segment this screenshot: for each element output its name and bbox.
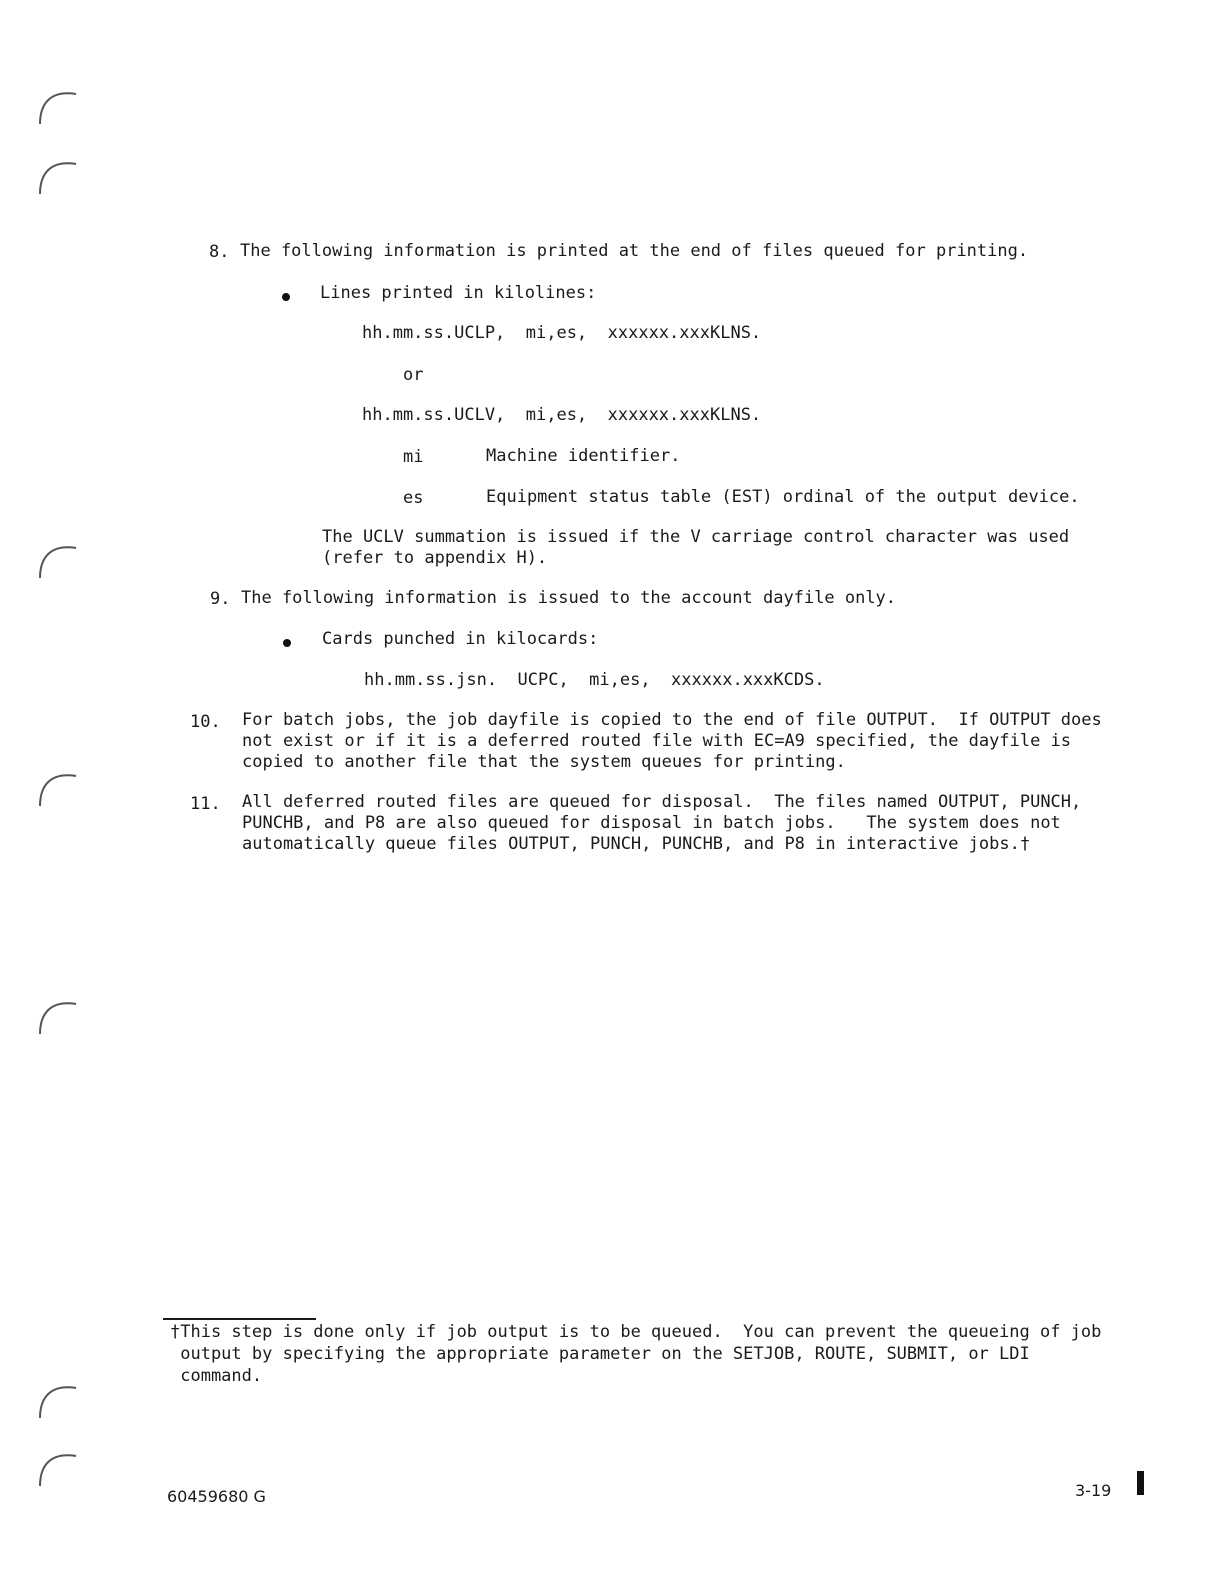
item-line: For batch jobs, the job dayfile is copied to the end of file OUTPUT. If OUTPUT does — [242, 710, 1102, 730]
item-number: 8. — [209, 242, 230, 262]
revision-bar — [1137, 1471, 1144, 1495]
item-number: 10. — [190, 712, 221, 732]
item-text: The following information is printed at the end of files queued for printing. — [240, 241, 1029, 261]
item-line: PUNCHB, and P8 are also queued for disposal in batch jobs. The system does not — [242, 813, 1061, 833]
format-line: hh.mm.ss.jsn. UCPC, mi,es, xxxxxx.xxxKCDS. — [364, 670, 825, 690]
item-number: 9. — [210, 589, 231, 609]
or-text: or — [403, 365, 424, 385]
definition-term: es — [403, 488, 424, 508]
note-line: The UCLV summation is issued if the V carriage control character was used — [322, 527, 1070, 547]
punch-hole-icon — [36, 84, 80, 128]
punch-hole-icon — [36, 994, 80, 1038]
item-line: copied to another file that the system queues for printing. — [242, 752, 846, 772]
punch-hole-icon — [36, 1378, 80, 1422]
item-line: not exist or if it is a deferred routed file with EC=A9 specified, the dayfile is — [242, 731, 1072, 751]
bullet-icon — [282, 293, 290, 301]
punch-hole-icon — [36, 154, 80, 198]
footnote-line: command. — [170, 1366, 263, 1386]
definition-desc: Machine identifier. — [486, 446, 681, 466]
format-line: hh.mm.ss.UCLP, mi,es, xxxxxx.xxxKLNS. — [362, 323, 762, 343]
item-line: automatically queue files OUTPUT, PUNCH, PUNCHB, and P8 in interactive jobs.† — [242, 834, 1031, 854]
item-number: 11. — [190, 794, 221, 814]
format-line: hh.mm.ss.UCLV, mi,es, xxxxxx.xxxKLNS. — [362, 405, 762, 425]
note-line: (refer to appendix H). — [322, 548, 548, 568]
document-number: 60459680 G — [167, 1487, 266, 1506]
footnote-rule — [163, 1318, 316, 1320]
footnote-line: output by specifying the appropriate parameter on the SETJOB, ROUTE, SUBMIT, or LDI — [170, 1344, 1030, 1364]
punch-hole-icon — [36, 766, 80, 810]
bullet-icon — [283, 639, 291, 647]
bullet-text: Lines printed in kilolines: — [320, 283, 597, 303]
bullet-text: Cards punched in kilocards: — [322, 629, 599, 649]
punch-hole-icon — [36, 538, 80, 582]
definition-term: mi — [403, 447, 424, 467]
item-text: The following information is issued to the account dayfile only. — [241, 588, 897, 608]
item-line: All deferred routed files are queued for disposal. The files named OUTPUT, PUNCH, — [242, 792, 1082, 812]
punch-hole-icon — [36, 1446, 80, 1490]
page-number: 3-19 — [1075, 1481, 1112, 1500]
footnote-line: †This step is done only if job output is to be queued. You can prevent the queueing of job — [170, 1322, 1102, 1342]
definition-desc: Equipment status table (EST) ordinal of the output device. — [486, 487, 1080, 507]
